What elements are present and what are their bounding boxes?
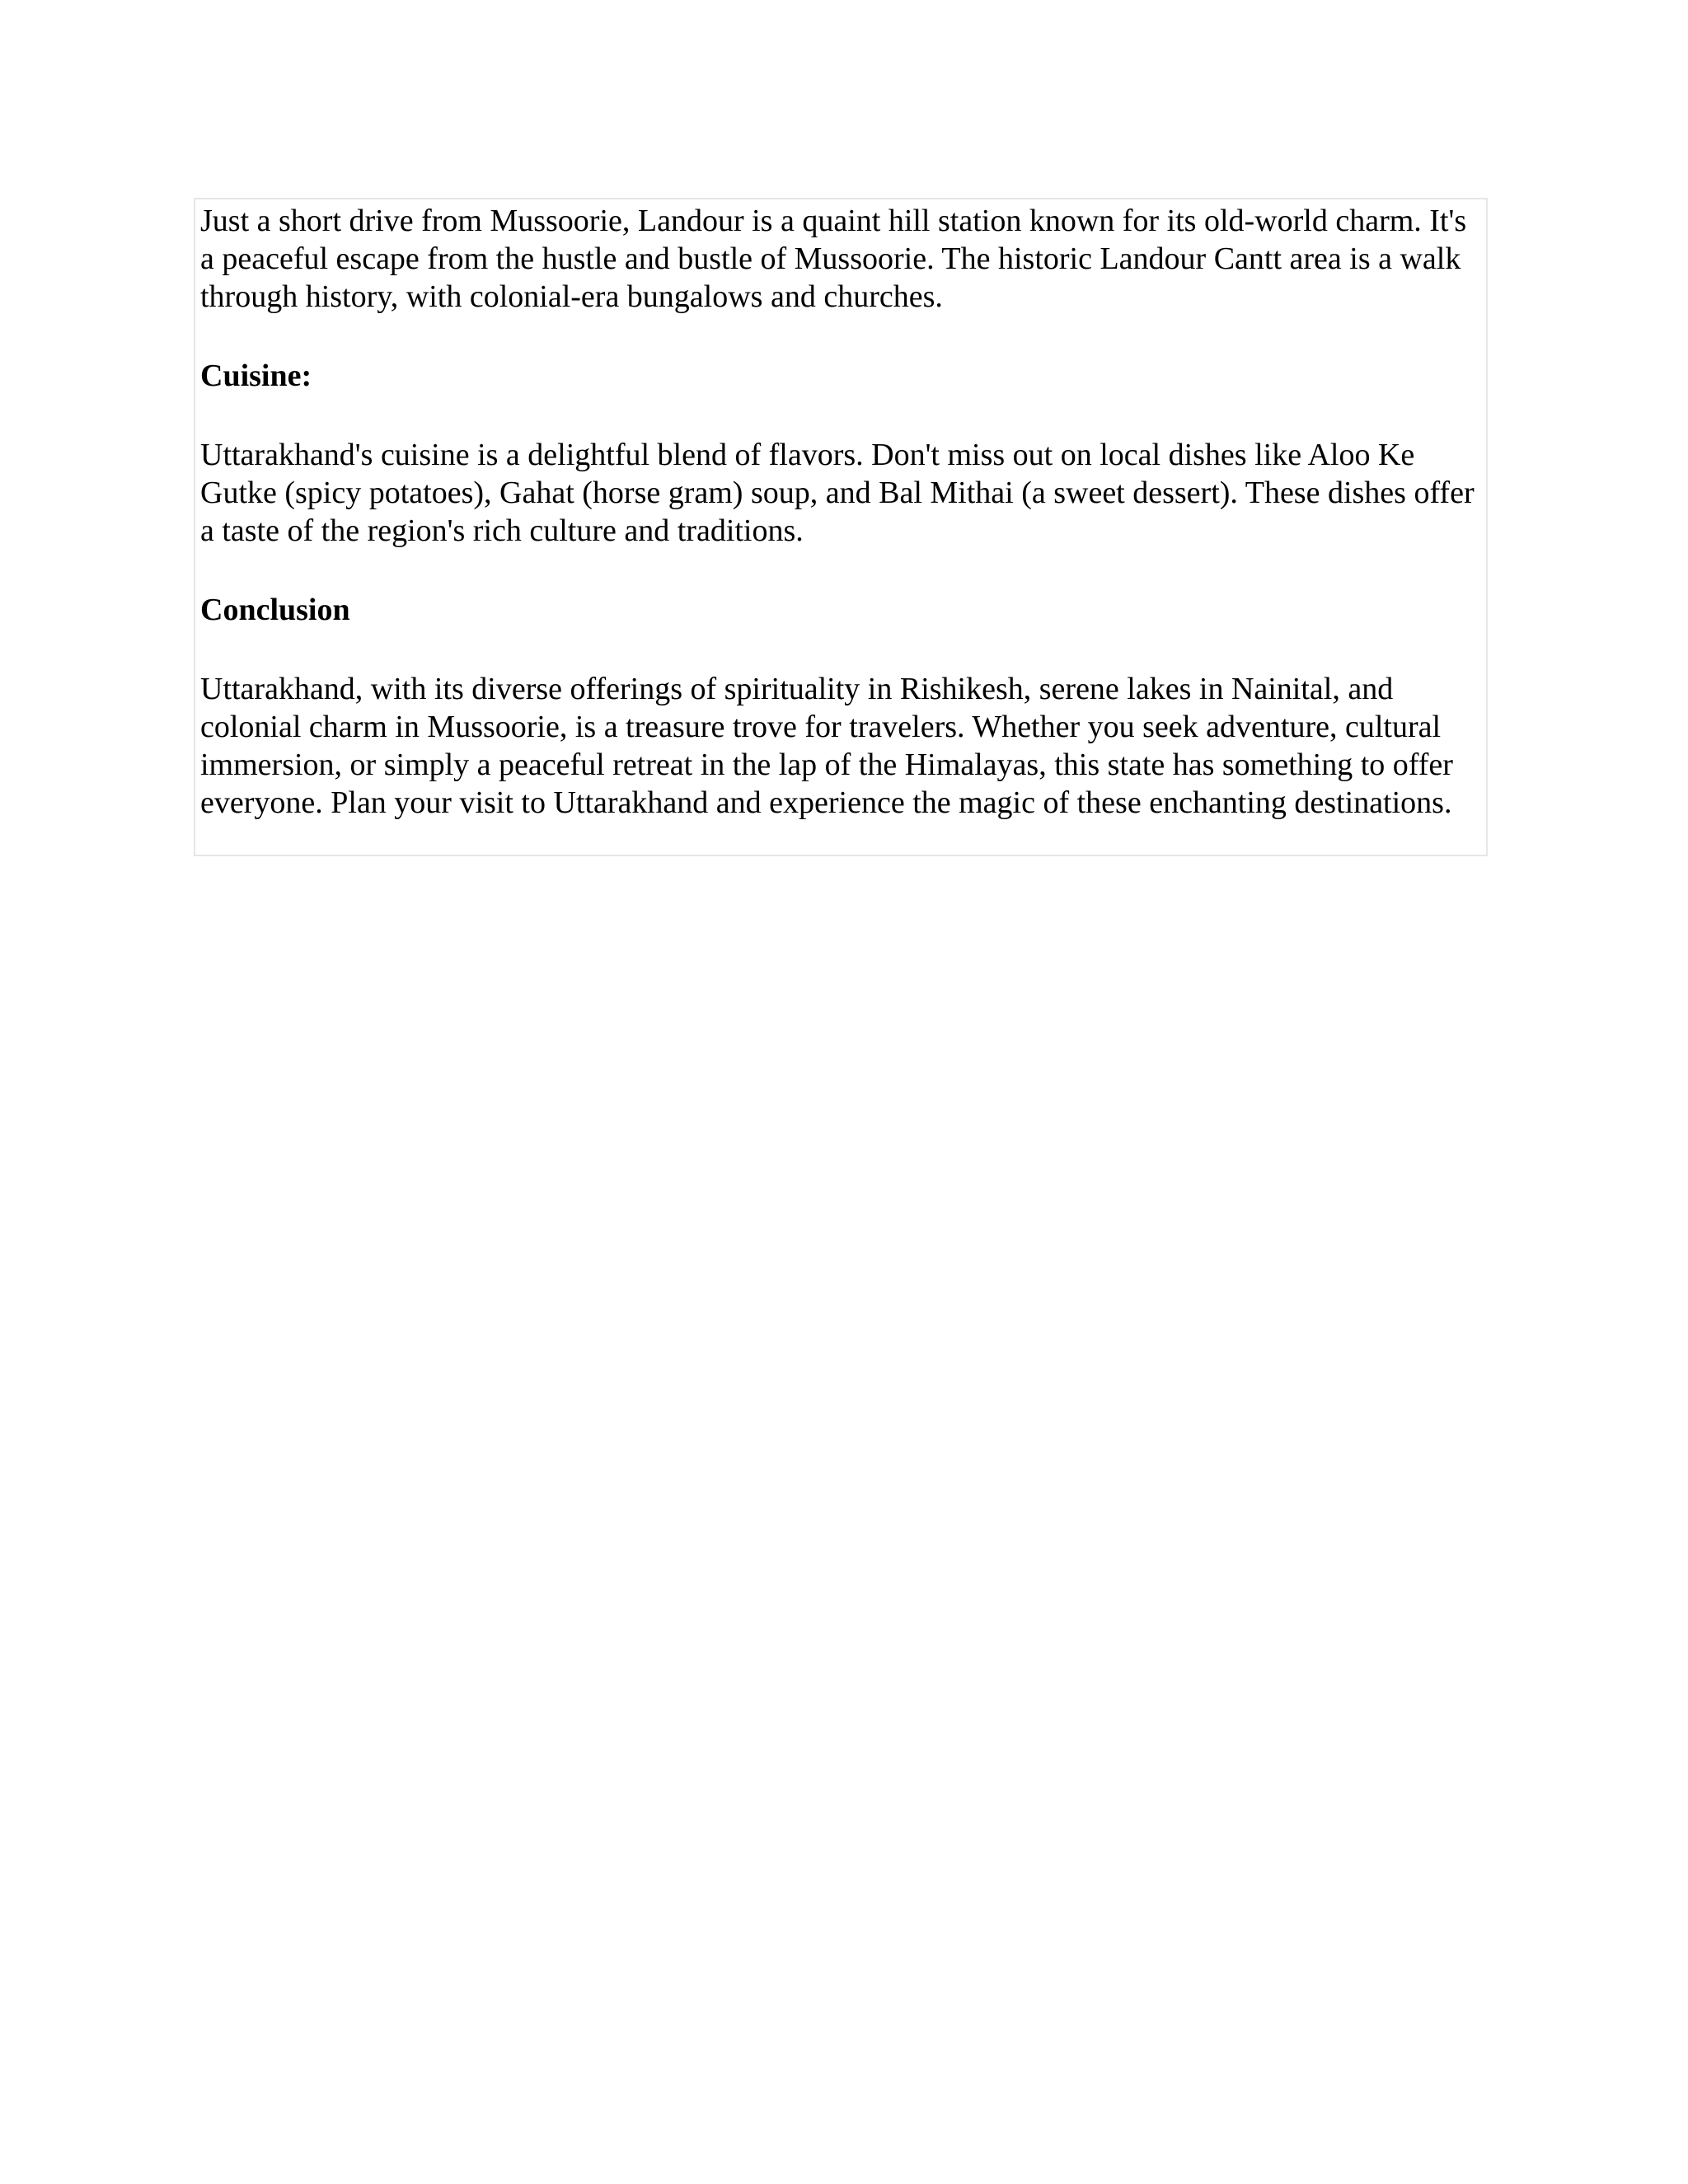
- intro-paragraph: Just a short drive from Mussoorie, Landour is a quaint hill station known for its old-world charm. It's a peaceful escape from the hustle and bustle of Mussoorie. The historic Landour Cantt area is a walk through history, with colonial-era bungalows and churches.: [200, 204, 1467, 314]
- content-frame: [194, 198, 1488, 856]
- conclusion-heading: Conclusion: [200, 593, 350, 627]
- paragraph-spacer: [200, 395, 1486, 436]
- paragraph-spacer: [200, 550, 1486, 591]
- conclusion-paragraph: Uttarakhand, with its diverse offerings of spirituality in Rishikesh, serene lakes in Nainital, and colonial charm in Mussoorie, is a treasure trove for travelers. Whether you seek adventure, cultural immersion, or simply a peaceful retreat in the lap of the Himalayas, this state has something to offer everyone. Plan your visit to Uttarakhand and experience the magic of these enchanting destinations.: [200, 672, 1453, 820]
- cuisine-paragraph: Uttarakhand's cuisine is a delightful blend of flavors. Don't miss out on local dishes like Aloo Ke Gutke (spicy potatoes), Gahat (horse gram) soup, and Bal Mithai (a sweet dessert). These dishes offer a taste of the region's rich culture and traditions.: [200, 438, 1475, 548]
- paragraph-spacer: [200, 316, 1486, 357]
- cuisine-heading: Cuisine:: [200, 359, 312, 393]
- paragraph-spacer: [200, 629, 1486, 670]
